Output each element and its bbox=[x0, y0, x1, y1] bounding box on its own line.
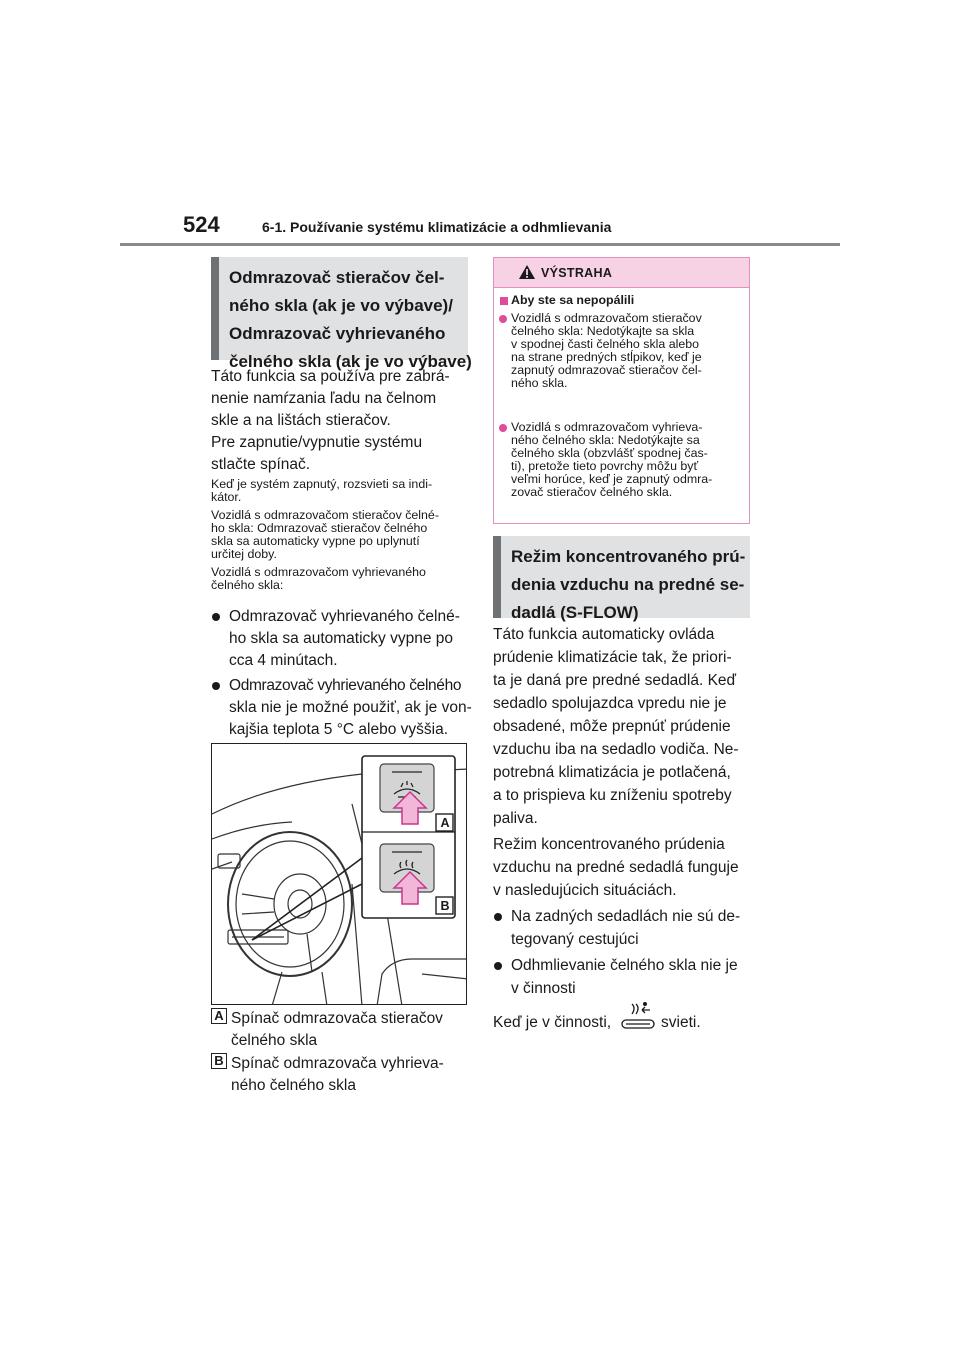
warning-line: zovač stieračov čelného skla. bbox=[511, 485, 673, 499]
warning-bullet-dot bbox=[499, 315, 507, 323]
legend-line: ného čelného skla bbox=[231, 1077, 356, 1094]
warning-line: Vozidlá s odmrazovačom vyhrieva- bbox=[511, 420, 703, 434]
bullet-line: kajšia teplota 5 °C alebo vyššia. bbox=[229, 721, 449, 738]
body-line: potrebná klimatizácia je potlačená, bbox=[493, 764, 731, 781]
warning-header bbox=[494, 258, 749, 287]
body-line: paliva. bbox=[493, 810, 538, 827]
body-line: sedadlo spolujazdca vpredu nie je bbox=[493, 695, 727, 712]
bullet-line: Na zadných sedadlách nie sú de- bbox=[511, 908, 741, 925]
heading-line: Odmrazovač vyhrievaného bbox=[229, 324, 446, 343]
warning-title: VÝSTRAHA bbox=[541, 266, 613, 280]
warning-subtitle: Aby ste sa nepopálili bbox=[511, 293, 635, 307]
intro-line: Pre zapnutie/vypnutie systému bbox=[211, 434, 423, 451]
bullet-line: Odmrazovač vyhrievaného čelné- bbox=[229, 608, 460, 625]
list-item bbox=[212, 606, 470, 672]
figure-label-a: A bbox=[440, 816, 450, 830]
body-line: Táto funkcia automaticky ovláda bbox=[493, 626, 715, 643]
bullet-dot bbox=[212, 682, 220, 690]
warning-line: veľmi horúce, keď je zapnutý odmra- bbox=[511, 472, 713, 486]
list-item bbox=[494, 955, 752, 1001]
dashboard-illustration bbox=[211, 743, 467, 1005]
body-line: ta je daná pre predné sedadlá. Keď bbox=[493, 672, 737, 689]
heading-line: denia vzduchu na predné se- bbox=[511, 575, 745, 594]
final-line-end: svieti. bbox=[661, 1014, 701, 1031]
body-line: Režim koncentrovaného prúdenia bbox=[493, 836, 725, 853]
warning-triangle-icon bbox=[518, 264, 536, 280]
bullet-dot bbox=[494, 962, 502, 970]
heading-line: dadlá (S-FLOW) bbox=[511, 603, 639, 622]
warning-line: čelného skla (obzvlášť spodnej čas- bbox=[511, 446, 708, 460]
list-item bbox=[494, 906, 752, 952]
intro-line: stlačte spínač. bbox=[211, 456, 311, 473]
legend-line: Spínač odmrazovača stieračov bbox=[231, 1010, 443, 1027]
figure-label-b: B bbox=[440, 899, 450, 913]
intro-line: skle a na lištách stieračov. bbox=[211, 412, 391, 429]
legend-key-a: A bbox=[211, 1008, 227, 1024]
body-line: vzduchu na predné sedadlá funguje bbox=[493, 859, 739, 876]
s-flow-seat-icon bbox=[618, 1000, 658, 1030]
warning-line: čelného skla: Nedotýkajte sa skla bbox=[511, 324, 695, 338]
bullet-line: cca 4 minútach. bbox=[229, 652, 338, 669]
heading-line: Odmrazovač stieračov čel- bbox=[229, 268, 445, 287]
note-line: Keď je systém zapnutý, rozsvieti sa indi- bbox=[211, 477, 433, 491]
bullet-line: skla nie je možné použiť, ak je von- bbox=[229, 699, 472, 716]
bullet-line: tegovaný cestujúci bbox=[511, 931, 639, 948]
section-heading-s-flow bbox=[493, 536, 750, 622]
bullet-line: v činnosti bbox=[511, 980, 576, 997]
legend-key-b: B bbox=[211, 1053, 227, 1069]
legend-line: Spínač odmrazovača vyhrieva- bbox=[231, 1055, 444, 1072]
note-line: kátor. bbox=[211, 490, 242, 504]
section-heading-deicer bbox=[211, 257, 472, 371]
warning-line: ti), pretože tieto povrchy môžu byť bbox=[511, 459, 699, 473]
warning-line: Vozidlá s odmrazovačom stieračov bbox=[511, 311, 702, 325]
heading-line: Režim koncentrovaného prú- bbox=[511, 547, 746, 566]
warning-line: ného čelného skla: Nedotýkajte sa bbox=[511, 433, 700, 447]
bullet-dot bbox=[494, 913, 502, 921]
note-line: skla sa automaticky vypne po uplynutí bbox=[211, 534, 420, 548]
intro-line: Táto funkcia sa používa pre zabrá- bbox=[211, 368, 450, 385]
warning-divider bbox=[494, 287, 749, 288]
warning-box bbox=[493, 257, 750, 524]
warning-line: v spodnej časti čelného skla alebo bbox=[511, 337, 700, 351]
chapter-title: 6-1. Používanie systému klimatizácie a odhmlievania bbox=[262, 219, 612, 235]
list-item bbox=[212, 675, 470, 741]
body-line: prúdenie klimatizácie tak, že priori- bbox=[493, 649, 732, 666]
bullet-line: Odhmlievanie čelného skla nie je bbox=[511, 957, 738, 974]
intro-line: nenie namŕzania ľadu na čelnom bbox=[211, 390, 437, 407]
bullet-dot bbox=[212, 613, 220, 621]
note-line: Vozidlá s odmrazovačom stieračov čelné- bbox=[211, 508, 439, 522]
warning-line: zapnutý odmrazovač stieračov čel- bbox=[511, 363, 702, 377]
warning-line: na strane predných stĺpikov, keď je bbox=[511, 350, 702, 364]
note-line: ho skla: Odmrazovač stieračov čelného bbox=[211, 521, 428, 535]
bullet-line: Odmrazovač vyhrievaného čelného bbox=[229, 677, 462, 694]
legend-line: čelného skla bbox=[231, 1032, 318, 1049]
body-line: vzduchu iba na sedadlo vodiča. Ne- bbox=[493, 741, 739, 758]
bullet-line: ho skla sa automaticky vypne po bbox=[229, 630, 454, 647]
heading-line: ného skla (ak je vo výbave)/ bbox=[229, 296, 453, 315]
final-line-start: Keď je v činnosti, bbox=[493, 1014, 612, 1031]
page-number: 524 bbox=[183, 212, 220, 237]
heading-line: čelného skla (ak je vo výbave) bbox=[229, 352, 472, 371]
body-line: v nasledujúcich situáciách. bbox=[493, 882, 677, 899]
note-line: Vozidlá s odmrazovačom vyhrievaného bbox=[211, 565, 426, 579]
note-line: čelného skla: bbox=[211, 578, 284, 592]
warning-line: ného skla. bbox=[511, 376, 568, 390]
square-bullet-icon bbox=[500, 297, 508, 305]
body-line: obsadené, môže prepnúť prúdenie bbox=[493, 718, 731, 735]
header-divider bbox=[120, 243, 840, 246]
warning-bullet-dot bbox=[499, 424, 507, 432]
dashboard-drawing bbox=[212, 744, 467, 1005]
note-line: určitej doby. bbox=[211, 547, 277, 561]
body-line: a to prispieva ku zníženiu spotreby bbox=[493, 787, 732, 804]
